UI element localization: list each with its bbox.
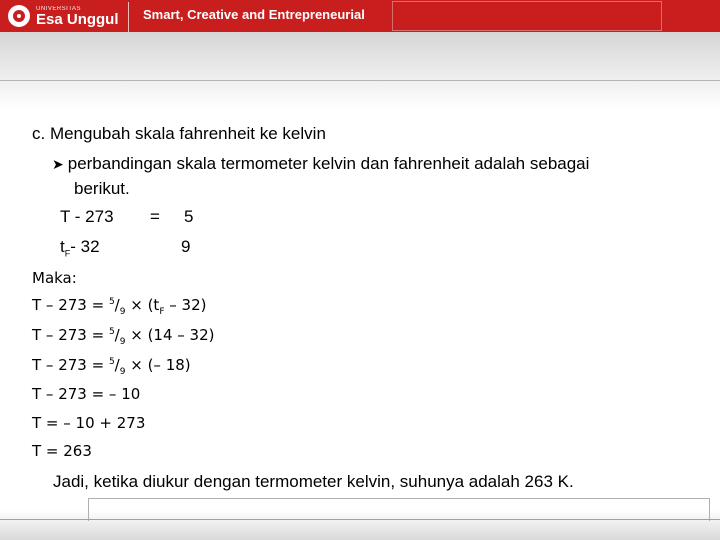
step-2-sup: 5 bbox=[108, 327, 115, 337]
step-1-pre: T – 273 = bbox=[32, 296, 109, 314]
logo-text bbox=[36, 6, 119, 27]
ratio-equals: = bbox=[150, 207, 160, 226]
logo-small-text: UNIVERSITAS bbox=[36, 5, 82, 12]
arrow-bullet-icon: ➤ bbox=[52, 156, 64, 172]
logo-emblem-icon bbox=[8, 5, 30, 27]
top-gradient-band bbox=[0, 32, 720, 110]
bullet-text-1: perbandingan skala termometer kelvin dan fahrenheit adalah sebagai bbox=[67, 154, 590, 173]
bullet-line-1 bbox=[52, 154, 589, 174]
step-1-post: × (t bbox=[125, 296, 160, 314]
header-tagline: Smart, Creative and Entrepreneurial bbox=[143, 7, 365, 22]
step-4: T – 273 = – 10 bbox=[32, 385, 141, 403]
maka-label: Maka: bbox=[32, 269, 77, 287]
step-3-sup: 5 bbox=[108, 357, 115, 367]
ratio-den-rest: - 32 bbox=[70, 237, 100, 256]
step-1-sub: 9 bbox=[119, 307, 126, 317]
step-1-sub2: F bbox=[159, 307, 165, 317]
step-1 bbox=[32, 296, 206, 317]
step-2-sub: 9 bbox=[119, 337, 126, 347]
bottom-decor-box bbox=[88, 498, 710, 521]
step-3-post: × (– 18) bbox=[125, 356, 191, 374]
bullet-line-2: berikut. bbox=[74, 179, 130, 198]
header-decor-box bbox=[392, 1, 662, 31]
ratio-numerator-right: 5 bbox=[184, 207, 194, 226]
ratio-numerator-left: T - 273 bbox=[60, 207, 114, 226]
step-1-slash: / bbox=[114, 296, 120, 314]
section-heading: c. Mengubah skala fahrenheit ke kelvin bbox=[32, 124, 326, 143]
ratio-denominator-right: 9 bbox=[181, 237, 191, 256]
ratio-den-sub: F bbox=[64, 248, 71, 259]
conclusion-text: Jadi, ketika diukur dengan termometer kelvin, suhunya adalah 263 K. bbox=[53, 472, 574, 491]
logo-name: Esa Unggul bbox=[36, 10, 119, 28]
step-1-post2: – 32) bbox=[164, 296, 207, 314]
header-divider bbox=[128, 2, 129, 32]
bottom-line bbox=[0, 519, 720, 520]
step-1-sup: 5 bbox=[108, 297, 115, 307]
ratio-den-t: t bbox=[60, 237, 65, 256]
step-2-post: × (14 – 32) bbox=[125, 326, 215, 344]
step-6: T = 263 bbox=[32, 442, 92, 460]
step-2-pre: T – 273 = bbox=[32, 326, 109, 344]
step-3-pre: T – 273 = bbox=[32, 356, 109, 374]
step-5: T = – 10 + 273 bbox=[32, 414, 146, 432]
top-band-line bbox=[0, 80, 720, 81]
step-3-slash: / bbox=[114, 356, 120, 374]
step-2 bbox=[32, 326, 215, 347]
step-3-sub: 9 bbox=[119, 367, 126, 377]
step-3 bbox=[32, 356, 191, 377]
step-2-slash: / bbox=[114, 326, 120, 344]
header-bar bbox=[0, 0, 720, 32]
ratio-denominator-left bbox=[60, 237, 100, 258]
university-logo bbox=[8, 4, 119, 28]
